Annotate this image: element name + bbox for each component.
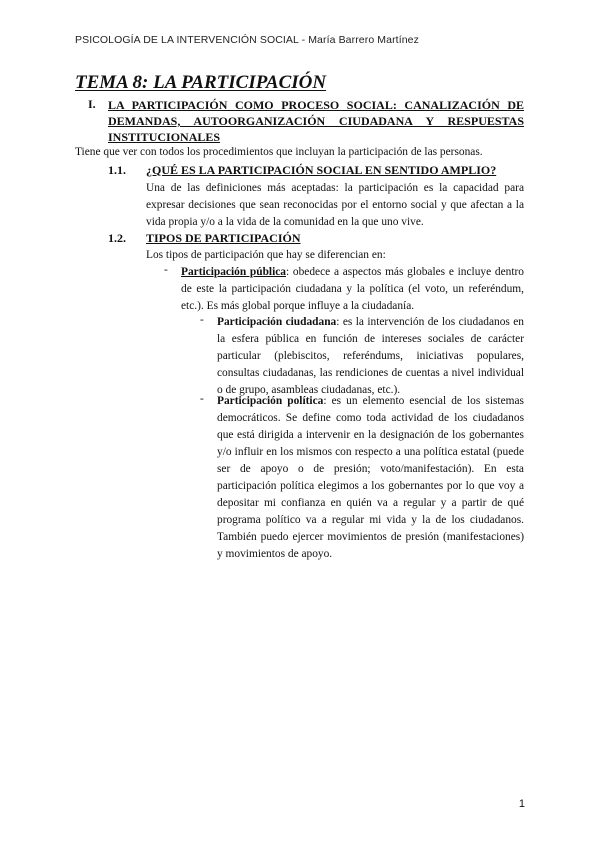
section-number: I. — [88, 97, 96, 111]
text-publica: : obedece a aspectos más globales e incluye dentro de este la participación ciudadana y la política (el voto, un referéndum, etc.). Es más global porque influye a la ciudadanía. — [181, 266, 524, 312]
types-intro: Los tipos de participación que hay se diferencian en: — [146, 249, 386, 261]
list-item-ciudadana — [217, 314, 524, 399]
page-title: TEMA 8: LA PARTICIPACIÓN — [75, 72, 327, 93]
term-publica: Participación pública — [181, 266, 286, 278]
list-dash: - — [200, 393, 204, 405]
list-item-publica — [181, 264, 524, 315]
subsection-heading: ¿QUÉ ES LA PARTICIPACIÓN SOCIAL EN SENTIDO AMPLIO? — [146, 163, 497, 177]
subsection-heading: TIPOS DE PARTICIPACIÓN — [146, 231, 301, 245]
list-item-politica — [217, 393, 524, 563]
definition-paragraph: Una de las definiciones más aceptadas: la participación es la capacidad para expresar decisiones que sean reconocidas por el entorno social y que afectan a la vida propia y/o a la vida de la comunidad en la que uno vive. — [146, 182, 524, 228]
subsection-number: 1.1. — [108, 163, 126, 177]
text-ciudadana: : es la intervención de los ciudadanos en la esfera pública en función de intereses sociales de carácter particular (plebiscitos, referéndums, iniciativas populares, consultas ciudadanas, las rendiciones de cuentas a nivel individual o de grupo, asambleas ciudadanas, etc.). — [217, 316, 524, 396]
text-politica: : es un elemento esencial de los sistemas democráticos. Se define como toda actividad de los ciudadanos que está dirigida a intervenir en la designación de los gobernantes y/o influir en los mismos con respecto a una política estatal (puede ser de apoyo o de presión; voto/manifestación). En esta participación política elegimos a los gobernantes por lo que voy a depositar mi confianza en quién va a regular y a partir de qué programa político va a regular mi vida y la de los ciudadanos. También puedo ejercer movimientos de presión (manifestaciones) y movimientos de apoyo. — [217, 395, 524, 560]
page-header: PSICOLOGÍA DE LA INTERVENCIÓN SOCIAL - María Barrero Martínez — [75, 34, 419, 46]
section-heading: LA PARTICIPACIÓN COMO PROCESO SOCIAL: CANALIZACIÓN DE DEMANDAS, AUTOORGANIZACIÓN CIUDADANA Y RESPUESTAS INSTITUCIONALES — [108, 98, 524, 144]
term-ciudadana: Participación ciudadana — [217, 316, 337, 328]
section-intro: Tiene que ver con todos los procedimientos que incluyan la participación de las personas. — [75, 146, 483, 158]
list-dash: - — [164, 264, 168, 276]
subsection-number: 1.2. — [108, 231, 126, 245]
page-number: 1 — [518, 798, 525, 810]
term-politica: Participación política — [217, 395, 324, 407]
list-dash: - — [200, 314, 204, 326]
